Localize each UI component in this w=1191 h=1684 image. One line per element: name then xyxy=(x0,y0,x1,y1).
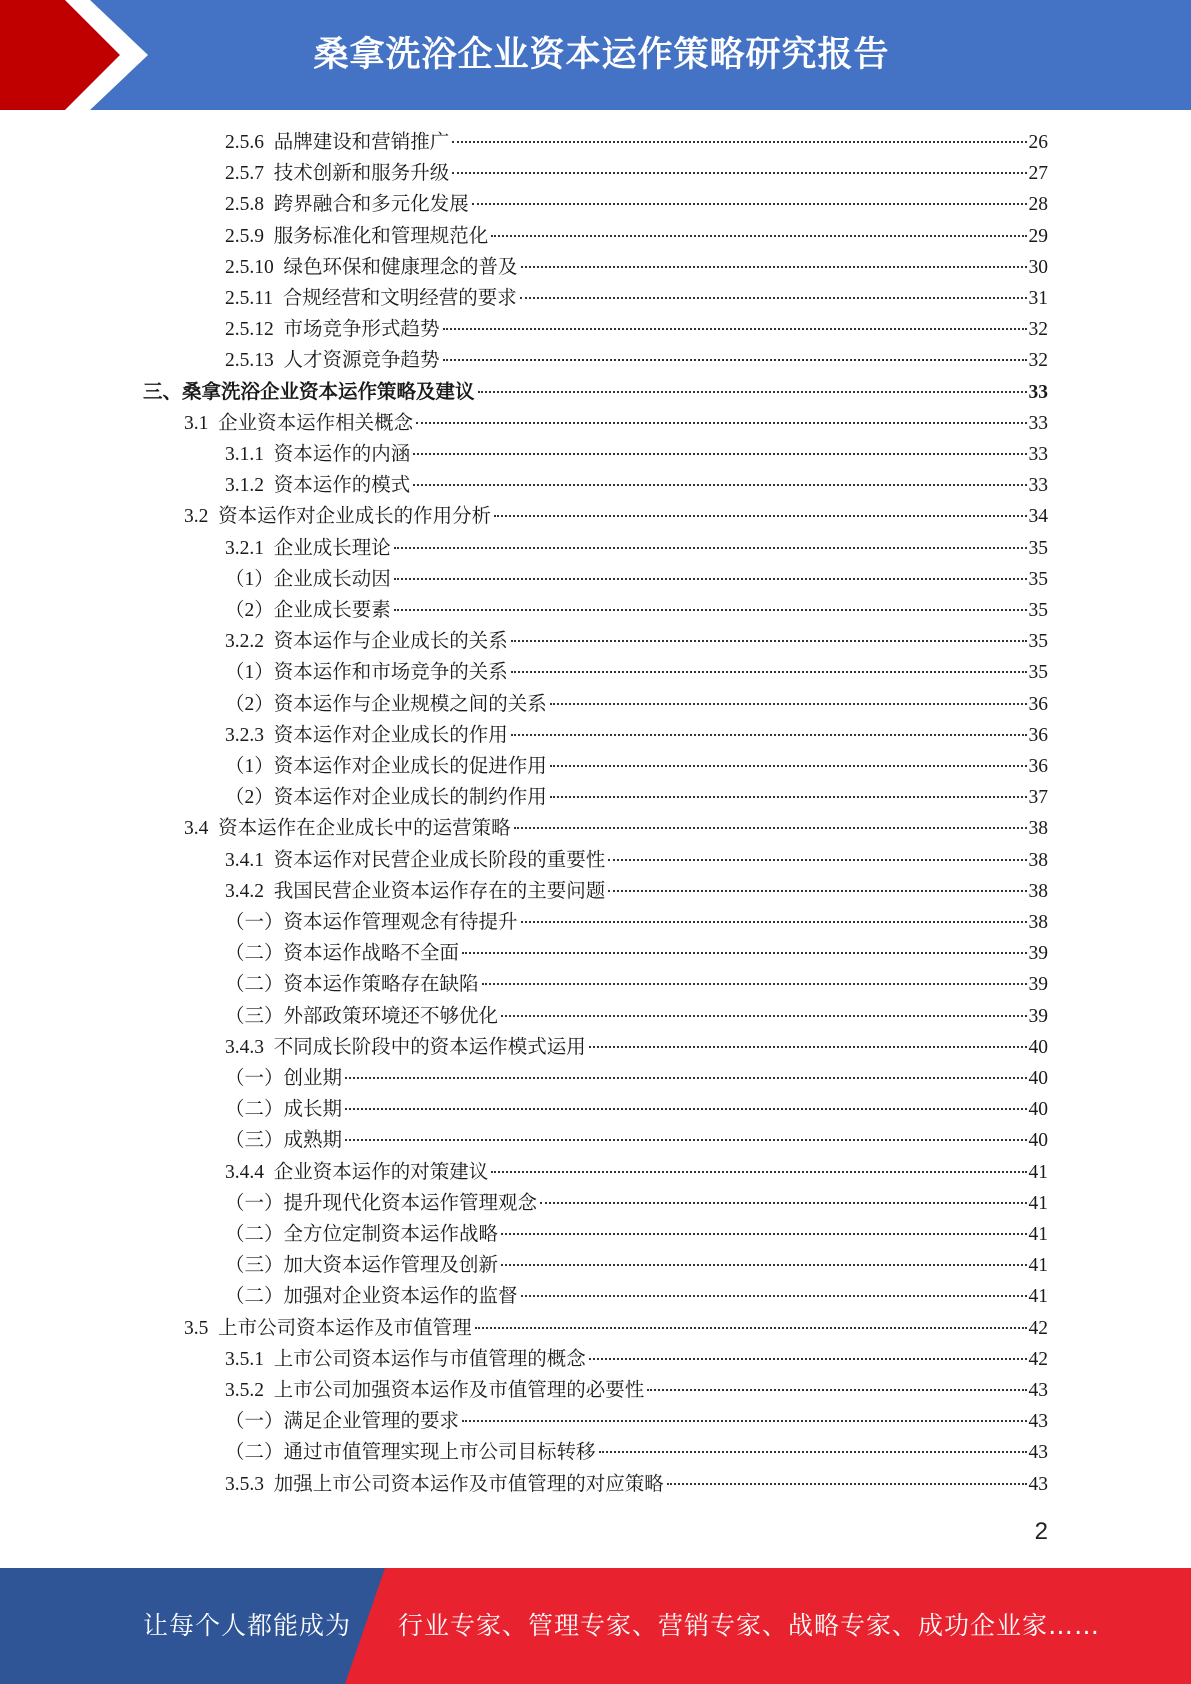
toc-entry-page: 35 xyxy=(1028,568,1048,590)
toc-entry-page: 31 xyxy=(1028,288,1048,309)
toc-entry-page: 41 xyxy=(1028,1286,1048,1308)
toc-entry-page: 33 xyxy=(1028,381,1048,403)
toc-dot-leader xyxy=(589,1046,1027,1048)
toc-entry[interactable] xyxy=(225,876,1048,907)
toc-entry[interactable] xyxy=(225,1219,1048,1250)
toc-entry[interactable] xyxy=(225,1063,1048,1094)
toc-entry-page: 38 xyxy=(1028,912,1048,933)
toc-entry-page: 43 xyxy=(1028,1411,1048,1433)
toc-entry[interactable] xyxy=(225,470,1048,501)
toc-entry-page: 39 xyxy=(1028,974,1048,996)
toc-dot-leader xyxy=(394,547,1027,549)
toc-entry-page: 34 xyxy=(1028,506,1048,528)
toc-entry-number: 3.5.3 xyxy=(225,1473,274,1495)
toc-entry-title: 市场竞争形式趋势 xyxy=(283,319,440,341)
toc-entry-number: 3.4.1 xyxy=(225,849,274,871)
toc-entry-title: 资本运作的模式 xyxy=(273,475,411,497)
toc-entry-title: 上市公司资本运作与市值管理的概念 xyxy=(273,1348,586,1370)
toc-entry[interactable] xyxy=(225,1469,1048,1500)
toc-entry-page: 36 xyxy=(1028,724,1048,746)
toc-dot-leader xyxy=(452,141,1026,143)
toc-entry-page: 40 xyxy=(1028,1068,1048,1089)
toc-entry[interactable] xyxy=(225,1250,1048,1281)
toc-entry-title: 绿色环保和健康理念的普及 xyxy=(283,256,518,278)
toc-entry-page: 43 xyxy=(1028,1380,1048,1401)
toc-entry-title: 资本运作的内涵 xyxy=(273,444,411,465)
toc-dot-leader xyxy=(550,703,1027,705)
toc-entry-title: （一）提升现代化资本运作管理观念 xyxy=(225,1192,538,1214)
toc-entry-title: （三）成熟期 xyxy=(225,1130,343,1152)
toc-dot-leader xyxy=(443,359,1027,361)
toc-entry-title: （二）成长期 xyxy=(225,1099,343,1121)
toc-entry-title: 资本运作对民营企业成长阶段的重要性 xyxy=(273,849,606,871)
toc-entry-page: 40 xyxy=(1028,1130,1048,1152)
toc-entry-title: 技术创新和服务升级 xyxy=(273,163,450,185)
toc-entry-title: （二）资本运作策略存在缺陷 xyxy=(225,974,479,996)
toc-entry[interactable] xyxy=(225,1344,1048,1375)
report-title: 桑拿洗浴企业资本运作策略研究报告 xyxy=(313,35,890,75)
toc-dot-leader xyxy=(608,859,1026,861)
toc-entry-number: 3.2.2 xyxy=(225,631,274,653)
toc-dot-leader xyxy=(416,422,1026,424)
toc-entry-page: 26 xyxy=(1028,132,1048,153)
toc-entry-page: 39 xyxy=(1028,943,1048,965)
toc-dot-leader xyxy=(521,1295,1027,1297)
toc-entry-title: 三、桑拿洗浴企业资本运作策略及建议 xyxy=(143,381,475,403)
toc-entry[interactable] xyxy=(225,720,1048,751)
toc-entry[interactable] xyxy=(225,595,1048,626)
toc-entry-page: 39 xyxy=(1028,1005,1048,1027)
toc-entry-title: 资本运作对企业成长的作用 xyxy=(273,724,508,746)
toc-entry-title: 不同成长阶段中的资本运作模式运用 xyxy=(273,1036,586,1058)
toc-entry-page: 38 xyxy=(1028,849,1048,871)
toc-dot-leader xyxy=(475,1327,1027,1329)
toc-entry-title: 上市公司资本运作及市值管理 xyxy=(218,1317,472,1339)
toc-entry-number: 2.5.8 xyxy=(225,194,274,216)
toc-entry-page: 27 xyxy=(1028,163,1048,185)
toc-entry-title: （一）资本运作管理观念有待提升 xyxy=(225,912,518,933)
toc-entry-number: 2.5.11 xyxy=(225,288,283,309)
toc-entry-page: 33 xyxy=(1028,475,1048,497)
toc-entry[interactable] xyxy=(225,1157,1048,1188)
toc-entry-title: （三）外部政策环境还不够优化 xyxy=(225,1005,499,1027)
toc-dot-leader xyxy=(501,1015,1026,1017)
page-number: 2 xyxy=(1034,1518,1048,1545)
toc-entry-page: 33 xyxy=(1028,412,1048,434)
toc-entry-number: 3.5.1 xyxy=(225,1348,274,1370)
toc-dot-leader xyxy=(511,734,1027,736)
toc-dot-leader xyxy=(550,765,1027,767)
toc-entry-number: 2.5.9 xyxy=(225,225,274,247)
toc-entry-number: 3.2.3 xyxy=(225,724,274,746)
toc-entry-title: （1）企业成长动因 xyxy=(225,568,391,590)
toc-entry-title: 企业资本运作的对策建议 xyxy=(273,1161,489,1183)
footer-slogan-left: 让每个人都能成为 xyxy=(143,1611,352,1640)
toc-dot-leader xyxy=(608,890,1026,892)
toc-entry[interactable] xyxy=(225,314,1048,345)
toc-entry-page: 38 xyxy=(1028,818,1048,840)
toc-entry-page: 41 xyxy=(1028,1224,1048,1245)
toc-dot-leader xyxy=(521,266,1027,268)
toc-entry[interactable] xyxy=(225,938,1048,969)
toc-entry[interactable] xyxy=(225,689,1048,720)
toc-entry-number: 3.5 xyxy=(184,1317,219,1339)
footer-banner xyxy=(0,1568,1191,1684)
toc-entry-number: 2.5.6 xyxy=(225,132,274,153)
toc-dot-leader xyxy=(478,391,1027,393)
toc-dot-leader xyxy=(501,1264,1026,1266)
toc-entry-page: 35 xyxy=(1028,600,1048,621)
toc-dot-leader xyxy=(520,297,1027,299)
toc-entry-number: 3.1.1 xyxy=(225,444,274,465)
toc-entry-number: 3.4.4 xyxy=(225,1161,274,1183)
toc-entry-number: 3.5.2 xyxy=(225,1380,274,1401)
toc-dot-leader xyxy=(521,921,1027,923)
toc-dot-leader xyxy=(511,640,1027,642)
toc-entry-title: （2）资本运作与企业规模之间的关系 xyxy=(225,693,547,715)
toc-entry-number: 3.2.1 xyxy=(225,537,274,559)
toc-entry[interactable] xyxy=(225,345,1048,376)
toc-entry-page: 35 xyxy=(1028,537,1048,559)
toc-dot-leader xyxy=(540,1202,1026,1204)
header-banner xyxy=(0,0,1191,110)
toc-entry-page: 41 xyxy=(1028,1192,1048,1214)
toc-entry-page: 36 xyxy=(1028,756,1048,777)
toc-dot-leader xyxy=(491,1171,1026,1173)
toc-entry-title: （二）加强对企业资本运作的监督 xyxy=(225,1286,518,1308)
toc-entry-title: 品牌建设和营销推广 xyxy=(273,132,450,153)
toc-entry-title: 跨界融合和多元化发展 xyxy=(273,194,469,216)
toc-dot-leader xyxy=(494,515,1026,517)
toc-entry-page: 32 xyxy=(1028,319,1048,341)
toc-dot-leader xyxy=(394,578,1027,580)
toc-entry[interactable] xyxy=(225,1094,1048,1125)
toc-entry[interactable] xyxy=(225,1001,1048,1032)
toc-entry[interactable] xyxy=(184,813,1048,844)
toc-entry-page: 37 xyxy=(1028,787,1048,809)
toc-dot-leader xyxy=(345,1077,1026,1079)
toc-entry[interactable] xyxy=(225,252,1048,283)
toc-entry-title: 资本运作在企业成长中的运营策略 xyxy=(218,818,511,840)
toc-entry-page: 35 xyxy=(1028,631,1048,653)
toc-entry-number: 3.2 xyxy=(184,506,219,528)
toc-entry-title: 我国民营企业资本运作存在的主要问题 xyxy=(273,880,606,902)
toc-entry-number: 2.5.13 xyxy=(225,350,284,372)
toc-entry[interactable] xyxy=(225,782,1048,813)
toc-entry-number: 3.1.2 xyxy=(225,475,274,497)
toc-entry-page: 40 xyxy=(1028,1099,1048,1121)
toc-dot-leader xyxy=(482,983,1027,985)
toc-dot-leader xyxy=(345,1139,1026,1141)
toc-entry-number: 2.5.10 xyxy=(225,256,284,278)
toc-dot-leader xyxy=(491,235,1026,237)
toc-entry[interactable] xyxy=(225,533,1048,564)
toc-entry-number: 2.5.12 xyxy=(225,319,284,341)
toc-entry[interactable] xyxy=(225,845,1048,876)
toc-entry-title: 人才资源竞争趋势 xyxy=(283,350,440,372)
toc-entry-number: 3.1 xyxy=(184,412,219,434)
toc-entry-page: 42 xyxy=(1028,1348,1048,1370)
toc-entry[interactable] xyxy=(184,1313,1048,1344)
toc-entry-number: 3.4 xyxy=(184,818,219,840)
toc-entry-page: 33 xyxy=(1028,444,1048,465)
toc-entry-title: （二）通过市值管理实现上市公司目标转移 xyxy=(225,1442,596,1464)
toc-dot-leader xyxy=(514,827,1027,829)
toc-entry[interactable] xyxy=(225,283,1048,314)
toc-entry-page: 35 xyxy=(1028,662,1048,684)
toc-entry[interactable] xyxy=(184,501,1048,532)
toc-entry-page: 42 xyxy=(1028,1317,1048,1339)
toc-entry-title: 企业成长理论 xyxy=(273,537,391,559)
toc-entry-title: 资本运作对企业成长的作用分析 xyxy=(218,506,492,528)
toc-entry[interactable] xyxy=(225,564,1048,595)
toc-entry-number: 2.5.7 xyxy=(225,163,274,185)
toc-dot-leader xyxy=(667,1483,1027,1485)
toc-entry-page: 36 xyxy=(1028,693,1048,715)
toc-entry-title: （1）资本运作对企业成长的促进作用 xyxy=(225,756,547,777)
toc-entry[interactable] xyxy=(225,221,1048,252)
toc-entry-title: 企业资本运作相关概念 xyxy=(218,412,414,434)
toc-entry-title: 上市公司加强资本运作及市值管理的必要性 xyxy=(273,1380,645,1401)
toc-entry[interactable] xyxy=(225,751,1048,782)
toc-dot-leader xyxy=(589,1358,1027,1360)
toc-entry-page: 41 xyxy=(1028,1255,1048,1277)
toc-entry-title: 服务标准化和管理规范化 xyxy=(273,225,489,247)
toc-entry[interactable] xyxy=(225,1406,1048,1437)
toc-entry[interactable] xyxy=(225,1437,1048,1468)
toc-entry-title: （二）资本运作战略不全面 xyxy=(225,943,460,965)
toc-entry[interactable] xyxy=(225,1125,1048,1156)
toc-entry-number: 3.4.2 xyxy=(225,880,274,902)
toc-entry[interactable] xyxy=(225,1281,1048,1312)
toc-entry-title: （2）资本运作对企业成长的制约作用 xyxy=(225,787,547,809)
toc-entry-number: 3.4.3 xyxy=(225,1036,274,1058)
toc-entry[interactable] xyxy=(184,408,1048,439)
footer-slogan-right: 行业专家、管理专家、营销专家、战略专家、成功企业家…… xyxy=(398,1611,1101,1640)
toc-entry-title: 资本运作与企业成长的关系 xyxy=(273,631,508,653)
toc-entry[interactable] xyxy=(225,439,1048,470)
toc-entry-title: （一）满足企业管理的要求 xyxy=(225,1411,460,1433)
toc-dot-leader xyxy=(647,1389,1026,1391)
toc-entry-page: 32 xyxy=(1028,350,1048,372)
toc-entry[interactable] xyxy=(225,626,1048,657)
toc-entry-page: 41 xyxy=(1028,1161,1048,1183)
toc-entry[interactable] xyxy=(225,189,1048,220)
toc-entry[interactable] xyxy=(225,1188,1048,1219)
toc-entry-page: 30 xyxy=(1028,256,1048,278)
toc-entry[interactable] xyxy=(225,907,1048,938)
toc-entry[interactable] xyxy=(143,377,1048,408)
toc-entry-title: （一）创业期 xyxy=(225,1068,343,1089)
toc-entry[interactable] xyxy=(225,1032,1048,1063)
toc-dot-leader xyxy=(413,453,1026,455)
toc-dot-leader xyxy=(462,1420,1026,1422)
toc-entry-title: （三）加大资本运作管理及创新 xyxy=(225,1255,499,1277)
toc-entry[interactable] xyxy=(225,158,1048,189)
toc-entry-title: 加强上市公司资本运作及市值管理的对应策略 xyxy=(273,1473,664,1495)
toc-dot-leader xyxy=(413,484,1026,486)
toc-dot-leader xyxy=(462,952,1026,954)
toc-entry-title: （1）资本运作和市场竞争的关系 xyxy=(225,662,508,684)
toc-entry-page: 43 xyxy=(1028,1473,1048,1495)
toc-dot-leader xyxy=(511,671,1027,673)
toc-entry-title: （二）全方位定制资本运作战略 xyxy=(225,1224,499,1245)
toc-dot-leader xyxy=(501,1233,1026,1235)
toc-dot-leader xyxy=(345,1108,1026,1110)
toc-entry-title: 合规经营和文明经营的要求 xyxy=(282,288,517,309)
toc-entry[interactable] xyxy=(225,1375,1048,1406)
toc-entry-title: （2）企业成长要素 xyxy=(225,600,391,621)
toc-entry-page: 29 xyxy=(1028,225,1048,247)
toc-entry-page: 43 xyxy=(1028,1442,1048,1464)
toc-entry-page: 40 xyxy=(1028,1036,1048,1058)
toc-dot-leader xyxy=(394,609,1027,611)
toc-entry[interactable] xyxy=(225,969,1048,1000)
toc-dot-leader xyxy=(599,1451,1027,1453)
toc-entry[interactable] xyxy=(225,657,1048,688)
toc-dot-leader xyxy=(452,172,1026,174)
toc-entry-page: 38 xyxy=(1028,880,1048,902)
toc-dot-leader xyxy=(472,203,1027,205)
toc-dot-leader xyxy=(550,796,1027,798)
toc-entry-page: 28 xyxy=(1028,194,1048,216)
toc-dot-leader xyxy=(443,328,1027,330)
toc-entry[interactable] xyxy=(225,127,1048,158)
